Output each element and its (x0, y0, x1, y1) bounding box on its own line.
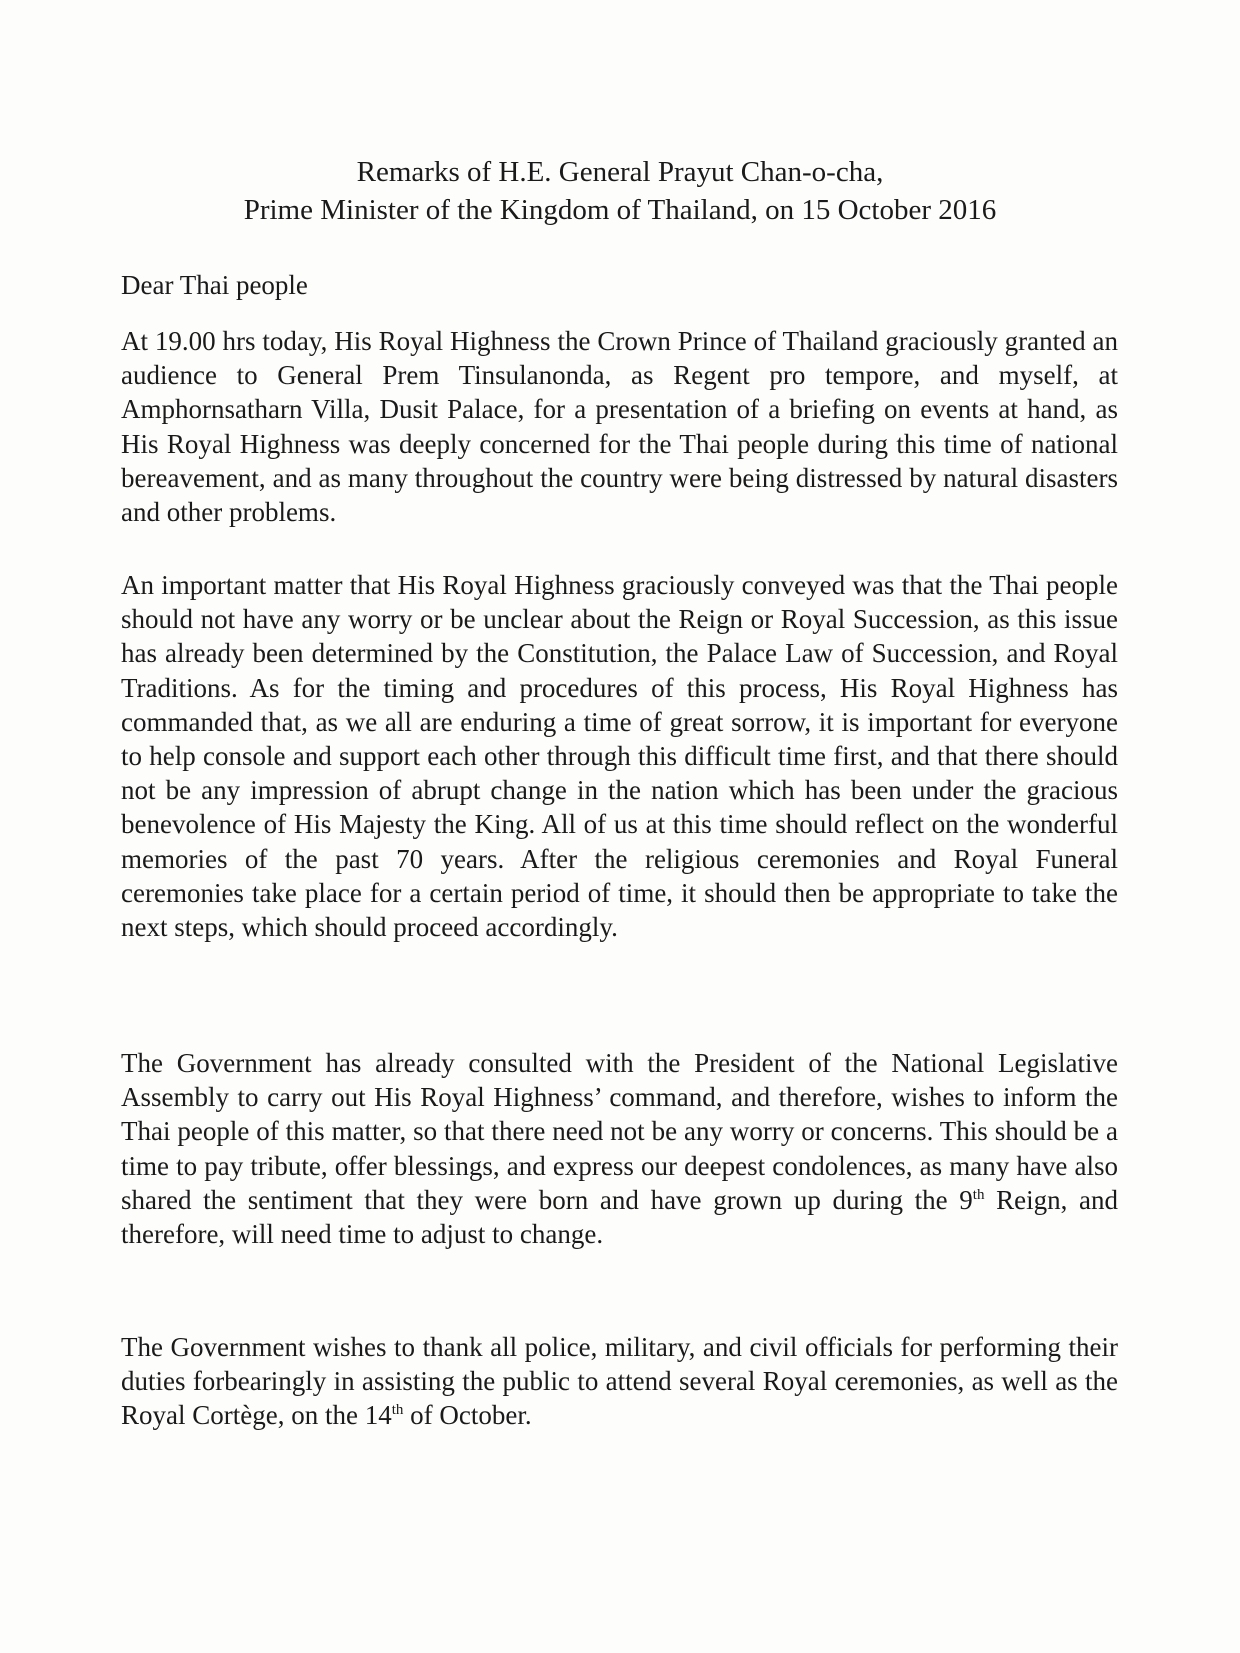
paragraph-4 (121, 1330, 1118, 1433)
title-line-2: Prime Minister of the Kingdom of Thailand, on 15 October 2016 (243, 194, 997, 226)
paragraph-1: At 19.00 hrs today, His Royal Highness the Crown Prince of Thailand graciously granted an audience to General Prem Tinsulanonda, as Regent pro tempore, and myself, at Amphornsatharn Villa, Dusit Palace, for a presentation of a briefing on events at hand, as His Royal Highness was deeply concerned for the Thai people during this time of national bereavement, and as many throughout the country were being distressed by natural disasters and other problems. (121, 326, 1118, 528)
paragraph-2: An important matter that His Royal Highness graciously conveyed was that the Thai people should not have any worry or be unclear about the Reign or Royal Succession, as this issue has already been determined by the Constitution, the Palace Law of Succession, and Royal Traditions. As for the timing and procedures of this process, His Royal Highness has commanded that, as we all are enduring a time of great sorrow, it is important for everyone to help console and support each other through this difficult time first, and that there should not be any impression of abrupt change in the nation which has been under the gracious benevolence of His Majesty the King. All of us at this time should reflect on the wonderful memories of the past 70 years. After the religious ceremonies and Royal Funeral ceremonies take place for a certain period of time, it should then be appropriate to take the next steps, which should proceed accordingly. (121, 570, 1118, 943)
paragraph-3-ordinal-suffix: th (972, 1186, 985, 1203)
title-line-1: Remarks of H.E. General Prayut Chan-o-cha, (356, 156, 884, 188)
paragraph-3 (121, 1046, 1118, 1251)
paragraph-4-ordinal-suffix: th (391, 1402, 404, 1419)
paragraph-3-text-a: The Government has already consulted with the President of the National Legislative Assembly to carry out His Royal Highness’ command, and therefore, wishes to inform the Thai people of this matter, so that there need not be any worry or concerns. This should be a time to pay tribute, offer blessings, and express our deepest condolences, as many have also shared the sentiment that they were born and have grown up during the 9 (121, 1048, 1118, 1215)
paragraph-4-text-b: of October. (403, 1400, 532, 1431)
paragraph-3-text-b: Reign, and therefore, will need time to adjust to change. (121, 1184, 1118, 1250)
paragraph-4-text-a: The Government wishes to thank all police, military, and civil officials for performing their duties forbearingly in assisting the public to attend several Royal ceremonies, as well as the Royal Cortège, on the 14 (121, 1332, 1118, 1431)
salutation: Dear Thai people (121, 270, 308, 300)
